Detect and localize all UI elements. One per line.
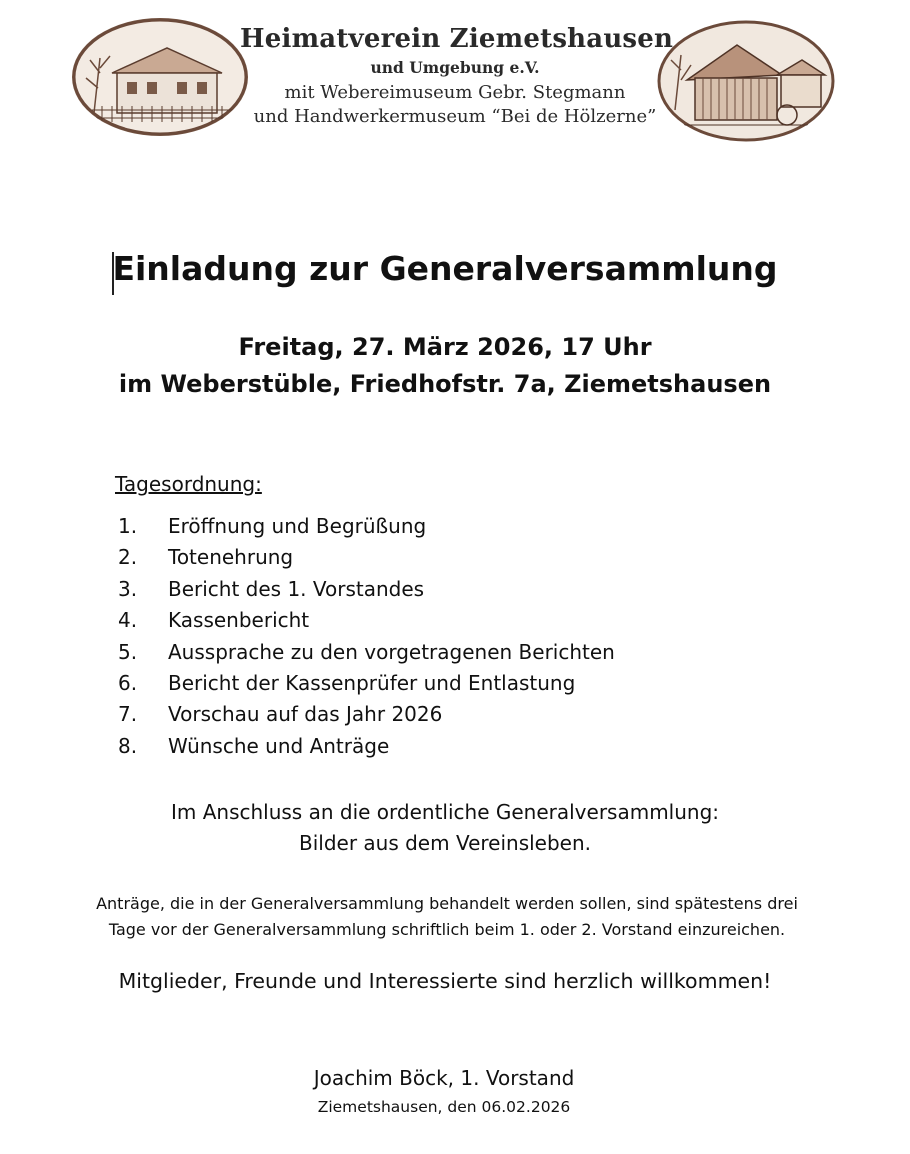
motions-note-line-1: Anträge, die in der Generalversammlung behandelt werden sollen, sind spätestens drei: [96, 894, 798, 913]
agenda-item: [118, 702, 615, 733]
agenda-number: 8.: [118, 733, 138, 758]
house-sketch-icon: [72, 18, 248, 136]
signature-place-date: Ziemetshausen, den 06.02.2026: [317, 1098, 571, 1116]
agenda-item: [118, 514, 615, 545]
agenda-number: 4.: [118, 608, 138, 633]
event-venue: im Weberstüble, Friedhofstr. 7a, Ziemetshausen: [118, 370, 772, 398]
page-title: Einladung zur Generalversammlung: [112, 249, 778, 288]
agenda-item: [118, 671, 615, 702]
letterhead-museum-line: mit Webereimuseum Gebr. Stegmann: [284, 82, 626, 103]
agenda-item: [118, 608, 615, 639]
agenda-text: Vorschau auf das Jahr 2026: [168, 702, 443, 727]
followup-line-1: Im Anschluss an die ordentliche Generalversammlung:: [170, 800, 720, 824]
house-illustration: [72, 18, 248, 136]
agenda-text: Bericht des 1. Vorstandes: [168, 576, 425, 601]
agenda-number: 2.: [118, 545, 138, 570]
agenda-item: [118, 577, 615, 608]
followup-line-2: Bilder aus dem Vereinsleben.: [298, 831, 592, 855]
agenda-text: Totenehrung: [168, 545, 294, 570]
signature-name: Joachim Böck, 1. Vorstand: [313, 1066, 575, 1090]
agenda-heading: Tagesordnung:: [115, 472, 262, 496]
agenda-text: Aussprache zu den vorgetragenen Berichten: [168, 639, 615, 664]
agenda-number: 1.: [118, 514, 138, 538]
letterhead-subtitle: und Umgebung e.V.: [370, 58, 540, 77]
agenda-list: [118, 514, 615, 765]
agenda-text: Kassenbericht: [168, 608, 310, 633]
welcome-text: Mitglieder, Freunde und Interessierte sind herzlich willkommen!: [118, 969, 772, 993]
motions-note-line-2: Tage vor der Generalversammlung schriftlich beim 1. oder 2. Vorstand einzureichen.: [108, 920, 786, 939]
agenda-number: 3.: [118, 576, 138, 601]
agenda-item: [118, 734, 615, 765]
letterhead-museum-line-2: und Handwerkermuseum “Bei de Hölzerne”: [253, 106, 657, 127]
agenda-number: 5.: [118, 639, 138, 664]
agenda-item: [118, 640, 615, 671]
event-date: Freitag, 27. März 2026, 17 Uhr: [238, 333, 652, 361]
watermill-sketch-icon: [657, 20, 835, 142]
agenda-text: Eröffnung und Begrüßung: [168, 514, 427, 538]
agenda-number: 6.: [118, 670, 138, 695]
agenda-text: Bericht der Kassenprüfer und Entlastung: [168, 670, 576, 695]
agenda-text: Wünsche und Anträge: [168, 733, 390, 758]
agenda-number: 7.: [118, 702, 138, 727]
agenda-item: [118, 545, 615, 576]
mill-illustration: [657, 20, 835, 142]
letterhead-name: Heimatverein Ziemetshausen: [240, 24, 674, 54]
